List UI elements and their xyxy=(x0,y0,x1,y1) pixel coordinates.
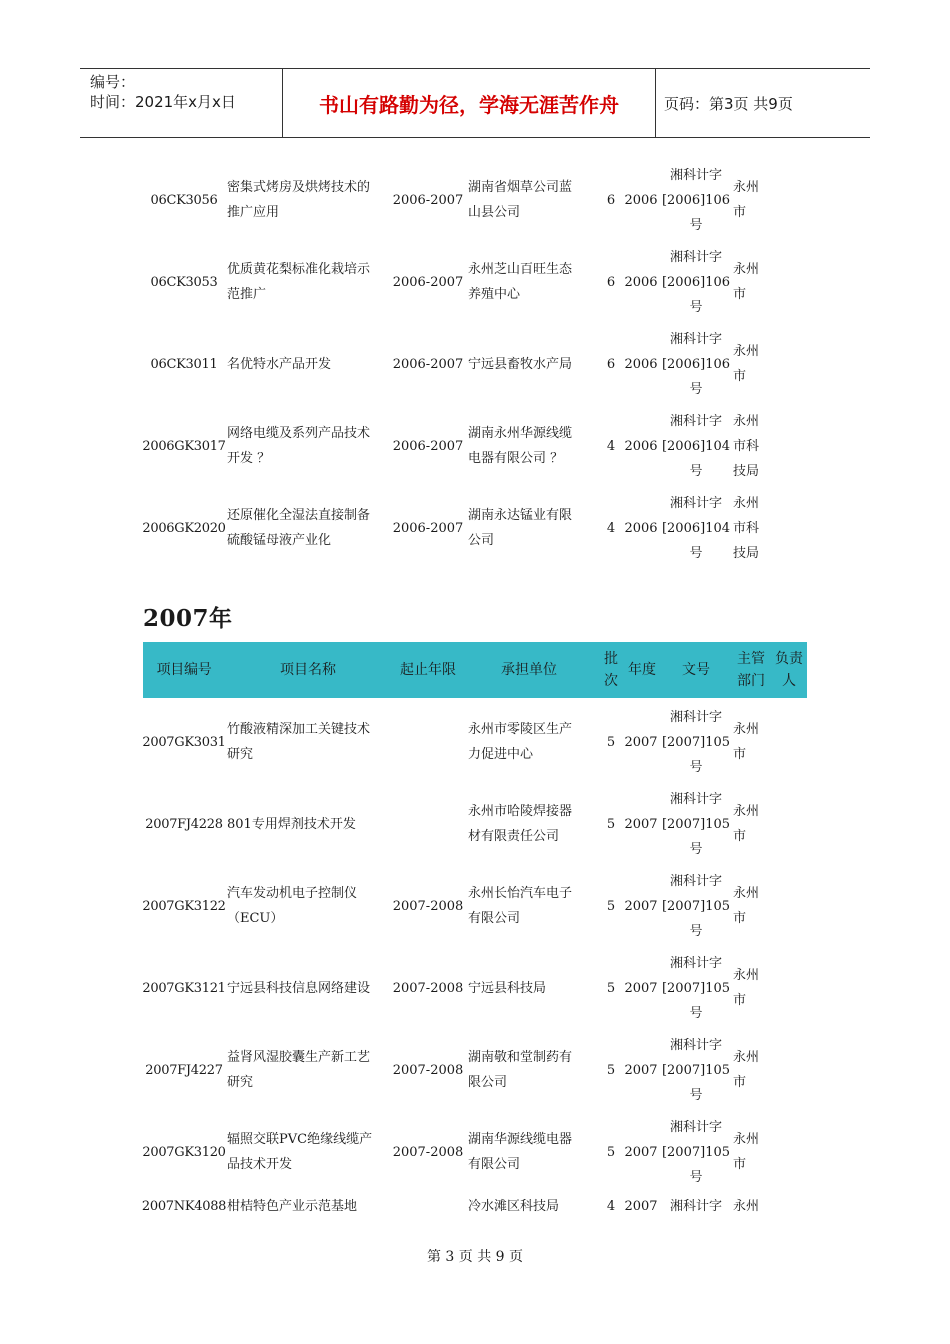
table-row xyxy=(143,949,808,1027)
cell-responsible xyxy=(771,785,807,863)
cell-period: 2007-2008 xyxy=(392,1144,464,1160)
cell-organization: 永州市哈陵焊接器 材有限责任公司 xyxy=(468,804,573,844)
page-footer: 第 3 页 共 9 页 xyxy=(426,1249,524,1265)
cell-year: 2007 xyxy=(624,898,658,914)
cell-department: 永州 市科 技局 xyxy=(733,495,760,561)
header-motto: 书山有路勤为径，学海无涯苦作舟 xyxy=(283,69,656,137)
section-title: 2007年 xyxy=(143,605,233,632)
cell-organization: 永州市零陵区生产 力促进中心 xyxy=(468,722,573,762)
th-org: 承担单位 xyxy=(501,662,557,678)
th-dept: 主管 部门 xyxy=(737,651,765,689)
serial-label: 编号： xyxy=(90,73,136,91)
cell-project-code: 2007FJ4227 xyxy=(145,1062,223,1078)
cell-year: 2006 xyxy=(624,520,658,536)
cell-project-name: 竹酸液精深加工关键技术 研究 xyxy=(227,722,371,762)
table-row xyxy=(143,785,808,863)
th-code: 项目编号 xyxy=(156,662,212,678)
cell-period xyxy=(393,1194,463,1219)
cell-organization: 湖南永达锰业有限 公司 xyxy=(468,508,573,548)
cell-project-name: 网络电缆及系列产品技术 开发 ？ xyxy=(227,426,371,466)
cell-department: 永州 市 xyxy=(733,886,760,926)
cell-project-code: 2007GK3120 xyxy=(142,1144,226,1160)
cell-year: 2007 xyxy=(624,734,658,750)
th-name: 项目名称 xyxy=(280,662,336,678)
th-period: 起止年限 xyxy=(400,662,456,678)
cell-project-code: 2006GK2020 xyxy=(142,520,226,536)
cell-project-code: 2006GK3017 xyxy=(142,438,226,454)
cell-document-no: 湘科计字 [2007]105 号 xyxy=(661,955,731,1021)
cell-project-code: 2007NK4088 xyxy=(141,1199,227,1214)
cell-responsible xyxy=(771,407,807,485)
cell-document-no: 湘科计字 [2006]106 号 xyxy=(661,331,731,397)
cell-project-name: 宁远县科技信息网络建设 xyxy=(227,980,371,996)
cell-year: 2007 xyxy=(624,1062,658,1078)
cell-project-name: 还原催化全湿法直接制备 硫酸锰母液产业化 xyxy=(227,508,371,548)
table-row xyxy=(143,325,808,403)
cell-batch: 6 xyxy=(606,192,616,208)
cell-period: 2006-2007 xyxy=(392,192,464,208)
cell-batch: 5 xyxy=(606,1062,616,1078)
cell-period xyxy=(393,703,463,781)
cell-batch: 6 xyxy=(606,274,616,290)
cell-department: 永州 市 xyxy=(733,344,760,384)
table-header xyxy=(143,642,807,698)
cell-batch: 5 xyxy=(606,734,616,750)
table-row xyxy=(143,1113,808,1191)
cell-project-name: 名优特水产品开发 xyxy=(227,356,332,372)
cell-organization: 冷水滩区科技局 xyxy=(468,1199,560,1214)
cell-year: 2007 xyxy=(624,816,658,832)
cell-project-name: 优质黄花梨标准化栽培示 范推广 xyxy=(227,262,371,302)
cell-batch: 4 xyxy=(606,520,616,536)
cell-department: 永州 市科 技局 xyxy=(733,413,760,479)
cell-project-name: 密集式烤房及烘烤技术的 推广应用 xyxy=(227,180,371,220)
cell-project-code: 2007FJ4228 xyxy=(145,816,223,832)
cell-responsible xyxy=(771,703,807,781)
cell-document-no: 湘科计字 [2006]106 号 xyxy=(661,249,731,315)
cell-document-no: 湘科计字 [2007]105 号 xyxy=(661,791,731,857)
cell-responsible xyxy=(771,489,807,567)
cell-batch: 5 xyxy=(606,898,616,914)
cell-organization: 永州芝山百旺生态 养殖中心 xyxy=(468,262,573,302)
header-meta xyxy=(80,69,283,137)
cell-department: 永州 市 xyxy=(733,262,760,302)
cell-department: 永州 市 xyxy=(733,968,760,1008)
cell-period: 2006-2007 xyxy=(392,438,464,454)
cell-document-no: 湘科计字 [2006]104 号 xyxy=(661,495,731,561)
th-resp: 负责 人 xyxy=(775,651,803,689)
cell-document-no: 湘科计字 [2006]106 号 xyxy=(661,167,731,233)
cell-year: 2007 xyxy=(624,1199,658,1214)
cell-batch: 5 xyxy=(606,816,616,832)
cell-organization: 宁远县畜牧水产局 xyxy=(468,356,573,372)
cell-project-name: 辐照交联PVC绝缘线缆产 品技术开发 xyxy=(227,1132,373,1172)
cell-year: 2006 xyxy=(624,192,658,208)
cell-batch: 5 xyxy=(606,980,616,996)
cell-period: 2006-2007 xyxy=(392,356,464,372)
cell-responsible xyxy=(771,1113,807,1191)
table-row xyxy=(143,1194,808,1219)
cell-document-no: 湘科计字 [2007]105 号 xyxy=(661,873,731,939)
cell-responsible xyxy=(771,1031,807,1109)
cell-department: 永州 市 xyxy=(733,1132,760,1172)
cell-project-code: 06CK3053 xyxy=(150,274,218,290)
cell-year: 2006 xyxy=(624,356,658,372)
cell-project-name: 柑桔特色产业示范基地 xyxy=(227,1199,358,1214)
cell-project-name: 汽车发动机电子控制仪 （ECU） xyxy=(227,886,358,926)
cell-year: 2006 xyxy=(624,274,658,290)
time-label: 时间：2021年x月x日 xyxy=(90,93,236,111)
header-page-info: 页码：第3页 共9页 xyxy=(664,94,793,113)
th-doc: 文号 xyxy=(682,662,710,678)
cell-project-code: 2007GK3121 xyxy=(142,980,226,996)
cell-organization: 湖南华源线缆电器 有限公司 xyxy=(468,1132,573,1172)
cell-organization: 永州长怡汽车电子 有限公司 xyxy=(468,886,573,926)
cell-organization: 湖南敬和堂制药有 限公司 xyxy=(468,1050,573,1090)
cell-project-name: 益肾风湿胶囊生产新工艺 研究 xyxy=(227,1050,371,1090)
table-row xyxy=(143,407,808,485)
document-header xyxy=(80,68,870,138)
cell-document-no: 湘科计字 xyxy=(669,1199,722,1214)
cell-period: 2007-2008 xyxy=(392,980,464,996)
cell-department: 永州 市 xyxy=(733,804,760,844)
table-row xyxy=(143,489,808,567)
cell-organization: 湖南永州华源线缆 电器有限公司 ？ xyxy=(468,426,573,466)
cell-period: 2007-2008 xyxy=(392,1062,464,1078)
cell-department: 永州 市 xyxy=(733,180,760,220)
cell-period: 2006-2007 xyxy=(392,274,464,290)
cell-year: 2007 xyxy=(624,1144,658,1160)
cell-responsible xyxy=(771,161,807,239)
table-row xyxy=(143,1031,808,1109)
cell-department: 永州 xyxy=(733,1199,760,1214)
cell-batch: 5 xyxy=(606,1144,616,1160)
cell-project-code: 2007GK3122 xyxy=(142,898,226,914)
cell-department: 永州 市 xyxy=(733,1050,760,1090)
cell-period xyxy=(393,785,463,863)
cell-project-code: 2007GK3031 xyxy=(142,734,226,750)
cell-year: 2007 xyxy=(624,980,658,996)
cell-document-no: 湘科计字 [2007]105 号 xyxy=(661,709,731,775)
cell-responsible xyxy=(771,1194,807,1219)
cell-responsible xyxy=(771,243,807,321)
cell-project-code: 06CK3011 xyxy=(150,356,218,372)
cell-responsible xyxy=(771,949,807,1027)
cell-organization: 湖南省烟草公司蓝 山县公司 xyxy=(468,180,573,220)
cell-responsible xyxy=(771,867,807,945)
cell-period: 2006-2007 xyxy=(392,520,464,536)
cell-batch: 4 xyxy=(606,438,616,454)
table-row xyxy=(143,161,808,239)
table-row xyxy=(143,867,808,945)
th-batch: 批 次 xyxy=(604,651,618,689)
cell-document-no: 湘科计字 [2007]105 号 xyxy=(661,1037,731,1103)
cell-responsible xyxy=(771,325,807,403)
cell-document-no: 湘科计字 [2006]104 号 xyxy=(661,413,731,479)
table-row xyxy=(143,243,808,321)
cell-document-no: 湘科计字 [2007]105 号 xyxy=(661,1119,731,1185)
th-year: 年度 xyxy=(628,662,656,678)
cell-batch: 4 xyxy=(606,1199,616,1214)
table-row xyxy=(143,703,808,781)
cell-batch: 6 xyxy=(606,356,616,372)
cell-period: 2007-2008 xyxy=(392,898,464,914)
cell-department: 永州 市 xyxy=(733,722,760,762)
cell-organization: 宁远县科技局 xyxy=(468,980,547,996)
cell-project-name: 801专用焊剂技术开发 xyxy=(227,816,356,832)
cell-year: 2006 xyxy=(624,438,658,454)
cell-project-code: 06CK3056 xyxy=(150,192,218,208)
